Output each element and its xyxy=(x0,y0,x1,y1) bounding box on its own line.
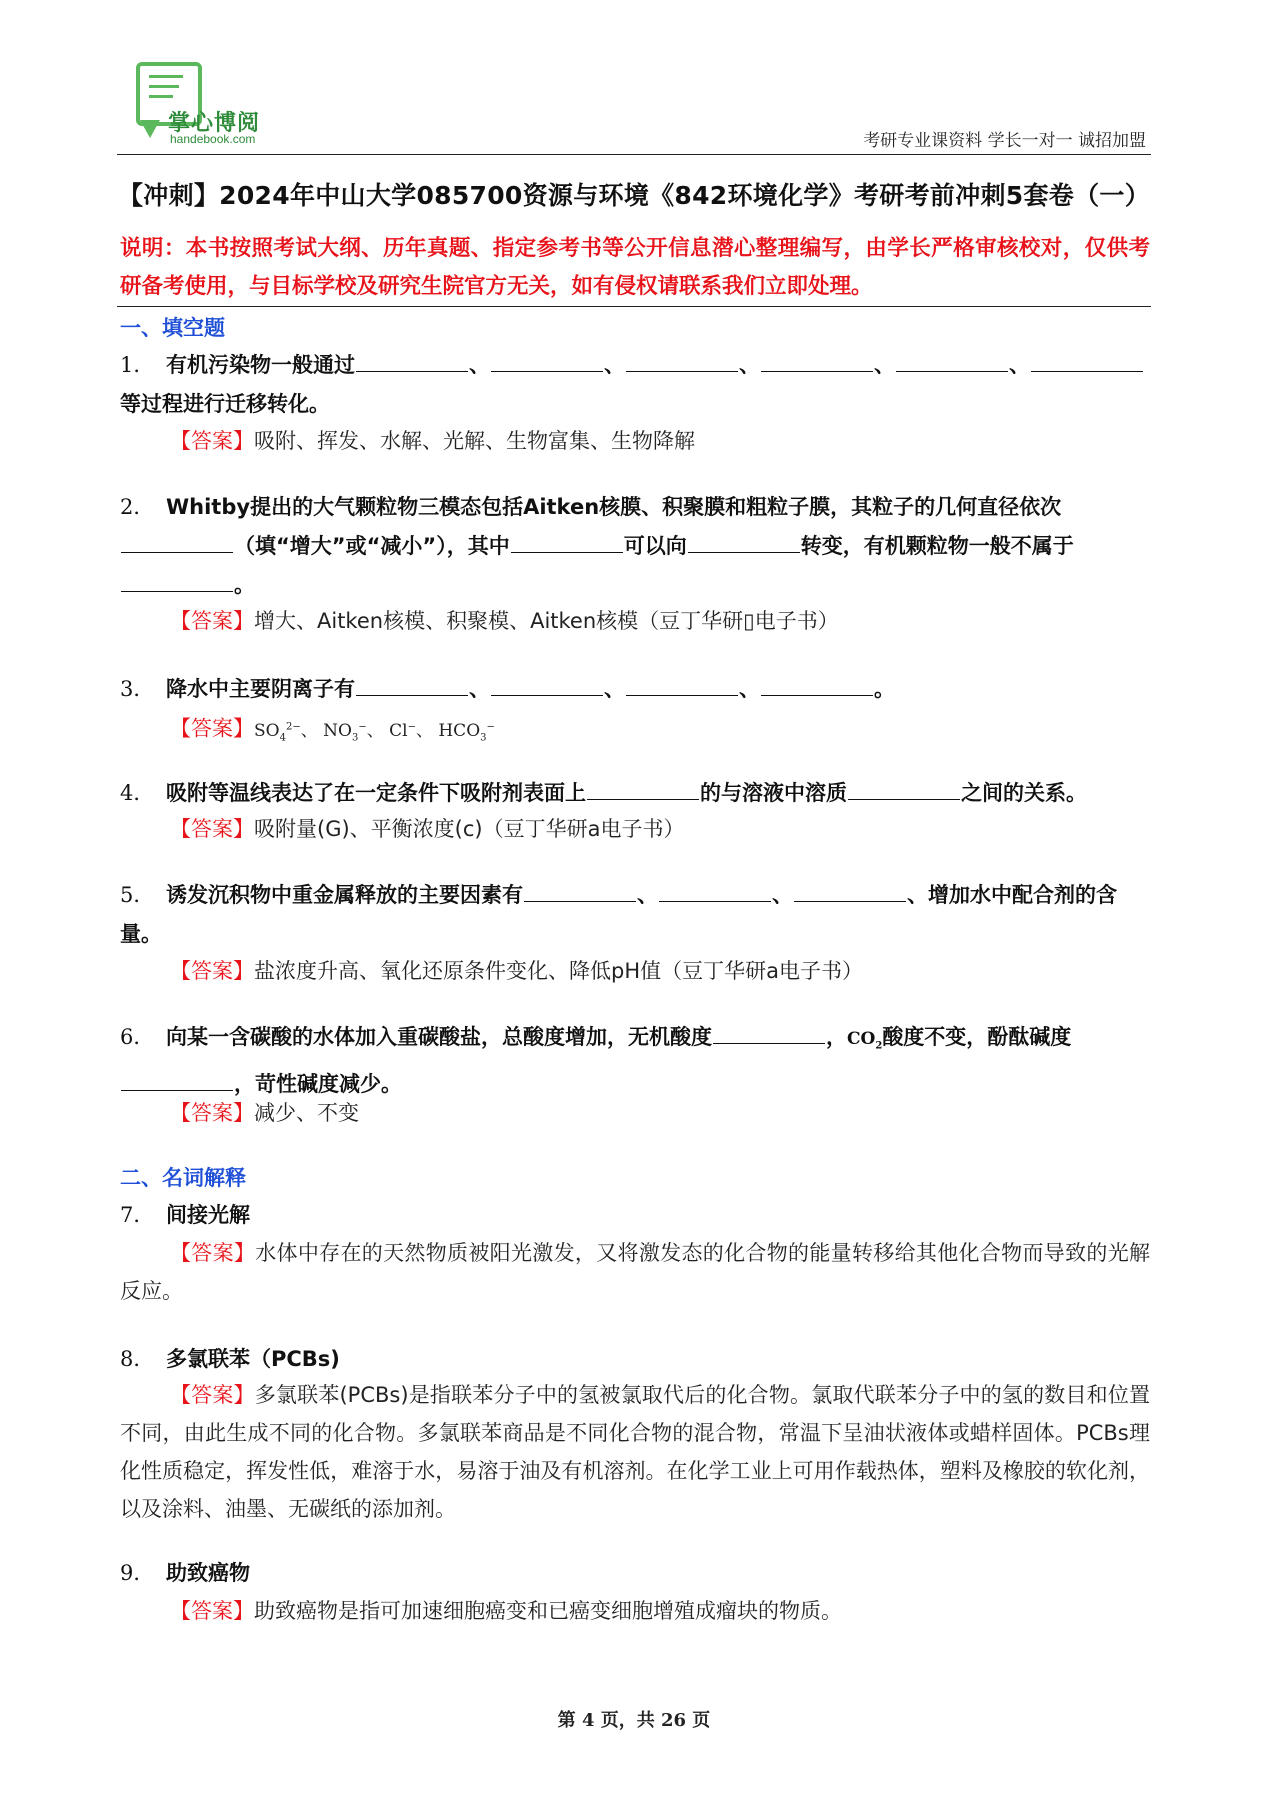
handebook-logo xyxy=(136,62,286,146)
answer-blank xyxy=(491,349,603,372)
answer-blank xyxy=(511,530,623,553)
answer-blank xyxy=(491,673,603,696)
chem-formula-co2: $CO_2$ xyxy=(847,1029,883,1052)
answer-5 xyxy=(170,952,1150,990)
question-5 xyxy=(120,876,1150,954)
question-text: 间接光解 xyxy=(166,1203,250,1227)
chem-formula-answer: $SO_4^{2-}$、 $NO_3^-$、 Cl−、 $HCO_3^-$ xyxy=(254,720,495,744)
answer-tag: 【答案】 xyxy=(170,1101,254,1125)
question-text: 吸附等温线表达了在一定条件下吸附剂表面上 xyxy=(166,781,586,805)
question-number: 9． xyxy=(120,1561,155,1585)
question-number: 3． xyxy=(120,677,155,701)
disclaimer-notice: 说明：本书按照考试大纲、历年真题、指定参考书等公开信息潜心整理编写，由学长严格审核校对，仅供考研备考使用，与目标学校及研究生院官方无关，如有侵权请联系我们立即处理。 xyxy=(120,236,1150,299)
answer-blank xyxy=(356,673,468,696)
answer-text: 盐浓度升高、氧化还原条件变化、降低pH值（豆丁华研a电子书） xyxy=(254,959,863,983)
answer-4 xyxy=(170,810,1150,848)
question-6 xyxy=(120,1018,1150,1104)
question-number: 5． xyxy=(120,883,155,907)
question-text: 向某一含碳酸的水体加入重碳酸盐，总酸度增加，无机酸度 xyxy=(166,1025,712,1049)
answer-text: 多氯联苯(PCBs)是指联苯分子中的氢被氯取代后的化合物。氯取代联苯分子中的氢的数目和位置不同，由此生成不同的化合物。多氯联苯商品是不同化合物的混合物，常温下呈油状液体或蜡样固体。PCBs理化性质稳定，挥发性低，难溶于水，易溶于油及有机溶剂。在化学工业上可用作载热体，塑料及橡胶的软化剂，以及涂料、油墨、无碳纸的添加剂。 xyxy=(120,1383,1151,1521)
question-text: 的与溶液中溶质 xyxy=(700,781,847,805)
answer-blank xyxy=(713,1021,825,1044)
question-text: 降水中主要阴离子有 xyxy=(166,677,355,701)
answer-blank xyxy=(761,673,873,696)
answer-text: 吸附量(G)、平衡浓度(c)（豆丁华研a电子书） xyxy=(254,817,685,841)
question-text: ，苛性碱度减少。 xyxy=(234,1072,402,1097)
question-text: 助致癌物 xyxy=(166,1561,250,1585)
answer-tag: 【答案】 xyxy=(170,1599,254,1623)
separator: 、 xyxy=(739,353,760,377)
question-4 xyxy=(120,774,1150,813)
question-text: ， xyxy=(826,1025,847,1049)
question-7 xyxy=(120,1196,1150,1235)
answer-6 xyxy=(170,1094,1150,1132)
separator: 、 xyxy=(604,677,625,701)
question-number: 4． xyxy=(120,781,155,805)
answer-blank xyxy=(896,349,1008,372)
question-number: 7． xyxy=(120,1203,155,1227)
answer-blank xyxy=(848,777,960,800)
header-tagline: 考研专业课资料 学长一对一 诚招加盟 xyxy=(863,131,1146,151)
separator: 、 xyxy=(637,883,658,907)
separator: 、 xyxy=(739,677,760,701)
answer-blank xyxy=(659,879,771,902)
answer-tag: 【答案】 xyxy=(170,1383,255,1407)
logo-url: handebook.com xyxy=(170,132,256,146)
question-text: 。 xyxy=(874,677,895,701)
question-text: （填“增大”或“减小”），其中 xyxy=(234,534,510,558)
question-text: 多氯联苯（PCBs) xyxy=(166,1347,340,1371)
answer-blank xyxy=(587,777,699,800)
answer-tag: 【答案】 xyxy=(170,817,254,841)
answer-blank xyxy=(356,349,468,372)
page-number-footer: 第 4 页，共 26 页 xyxy=(557,1710,711,1731)
question-3 xyxy=(120,670,1150,709)
answer-blank xyxy=(524,879,636,902)
separator: 、 xyxy=(772,883,793,907)
separator: 、 xyxy=(469,677,490,701)
answer-blank xyxy=(626,673,738,696)
question-9 xyxy=(120,1554,1150,1593)
question-text: 等过程进行迁移转化。 xyxy=(120,392,330,416)
question-2 xyxy=(120,488,1150,605)
separator: 、 xyxy=(604,353,625,377)
answer-tag: 【答案】 xyxy=(170,716,254,741)
document-title: 【冲刺】2024年中山大学085700资源与环境《842环境化学》考研考前冲刺5套卷（一） xyxy=(117,181,1151,210)
answer-7 xyxy=(120,1234,1150,1310)
answer-blank xyxy=(121,569,233,592)
header-divider xyxy=(117,154,1151,155)
answer-blank xyxy=(626,349,738,372)
answer-2 xyxy=(170,602,1150,640)
answer-text: 减少、不变 xyxy=(254,1101,359,1125)
question-text: 有机污染物一般通过 xyxy=(166,353,355,377)
notice-divider xyxy=(117,306,1151,307)
answer-blank xyxy=(794,879,906,902)
answer-text: 水体中存在的天然物质被阳光激发，又将激发态的化合物的能量转移给其他化合物而导致的光解反应。 xyxy=(120,1241,1151,1303)
question-text: Whitby提出的大气颗粒物三模态包括Aitken核膜、积聚膜和粗粒子膜，其粒子的几何直径依次 xyxy=(166,495,1062,519)
question-text: 转变，有机颗粒物一般不属于 xyxy=(800,534,1074,558)
question-text: 可以向 xyxy=(623,534,687,558)
answer-blank xyxy=(1031,349,1143,372)
question-number: 2． xyxy=(120,495,155,519)
separator: 、 xyxy=(874,353,895,377)
section-heading-terms: 二、名词解释 xyxy=(120,1166,246,1190)
question-number: 1． xyxy=(120,353,155,377)
question-text: 之间的关系。 xyxy=(961,781,1087,805)
answer-blank xyxy=(121,530,233,553)
question-text: 。 xyxy=(234,573,255,597)
question-number: 6． xyxy=(120,1025,155,1049)
question-1 xyxy=(120,346,1150,424)
answer-text: 吸附、挥发、水解、光解、生物富集、生物降解 xyxy=(254,429,695,453)
answer-tag: 【答案】 xyxy=(170,429,254,453)
question-8 xyxy=(120,1340,1150,1379)
answer-tag: 【答案】 xyxy=(170,1241,256,1265)
answer-8 xyxy=(120,1376,1150,1528)
question-text: 诱发沉积物中重金属释放的主要因素有 xyxy=(166,883,523,907)
question-text: 、增加水中配合剂的含量。 xyxy=(120,883,1117,946)
answer-tag: 【答案】 xyxy=(170,959,254,983)
answer-1 xyxy=(170,422,1150,460)
answer-3 xyxy=(170,708,1150,757)
answer-blank xyxy=(688,530,800,553)
answer-blank xyxy=(761,349,873,372)
answer-tag: 【答案】 xyxy=(170,609,254,633)
answer-9 xyxy=(170,1592,1150,1630)
logo-name: 掌心博阅 xyxy=(168,111,261,136)
separator: 、 xyxy=(1009,353,1030,377)
answer-blank xyxy=(121,1068,233,1091)
question-number: 8． xyxy=(120,1347,155,1371)
section-heading-fill-blank: 一、填空题 xyxy=(120,316,225,340)
separator: 、 xyxy=(469,353,490,377)
answer-text: 增大、Aitken核模、积聚模、Aitken核模（豆丁华研▯电子书） xyxy=(254,609,839,633)
logo-tail-shape xyxy=(140,120,160,138)
answer-text: 助致癌物是指可加速细胞癌变和已癌变细胞增殖成瘤块的物质。 xyxy=(254,1599,842,1623)
question-text: 酸度不变，酚酞碱度 xyxy=(882,1025,1072,1049)
